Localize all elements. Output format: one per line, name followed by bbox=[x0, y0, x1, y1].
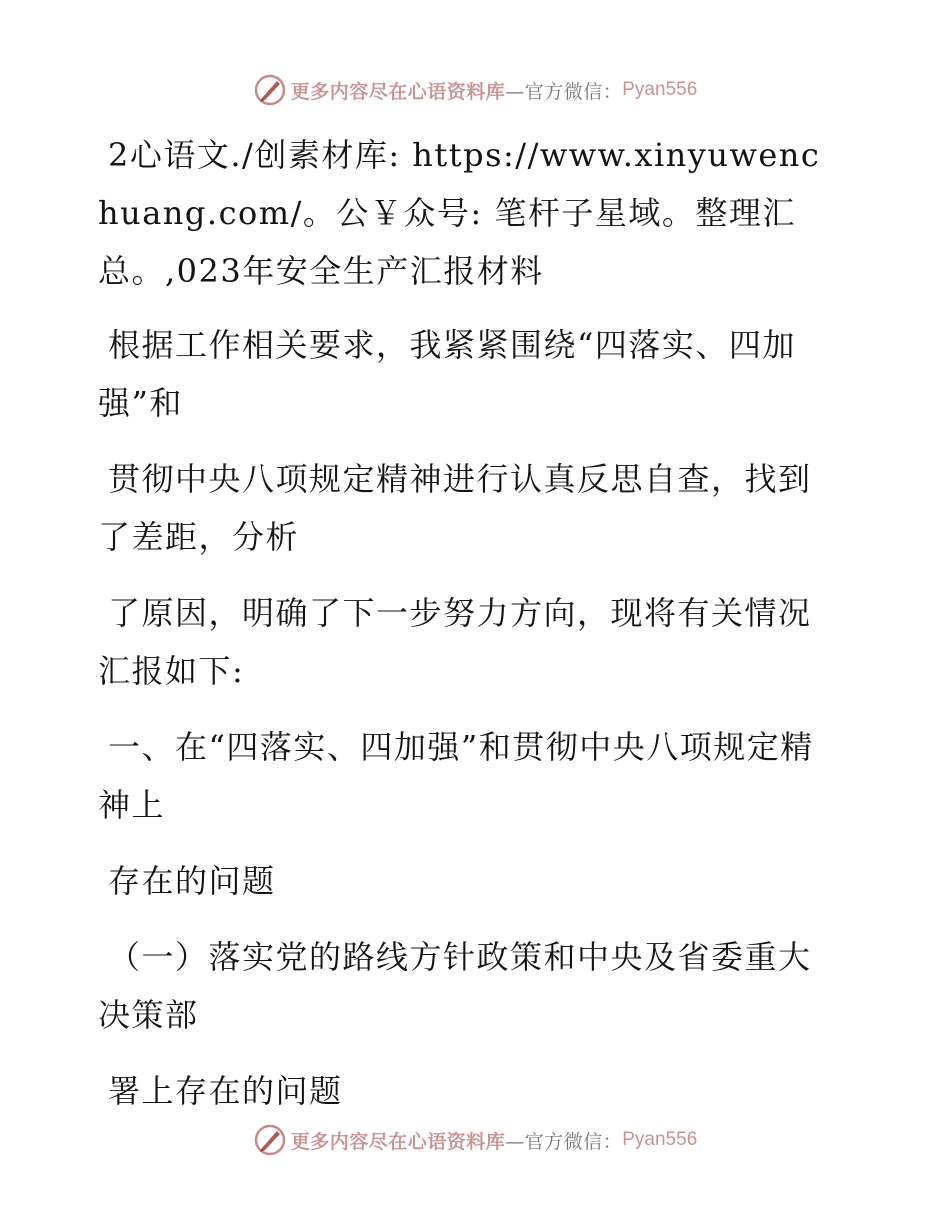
brand-text: 更多内容尽在心语资料库 bbox=[290, 80, 506, 103]
section-heading-1: 一、在“四落实、四加强”和贯彻中央八项规定精神上 bbox=[98, 728, 814, 824]
paragraph-2: 贯彻中央八项规定精神进行认真反思自查，找到了差距，分析 bbox=[98, 460, 812, 556]
quill-pen-logo-icon bbox=[253, 1123, 287, 1157]
wechat-label: —官方微信： bbox=[505, 1130, 623, 1153]
wechat-label: —官方微信： bbox=[505, 80, 623, 103]
paragraph-3: 了原因，明确了下一步努力方向，现将有关情况汇报如下: bbox=[98, 594, 812, 690]
section-heading-1-cont: 存在的问题 bbox=[108, 862, 276, 900]
document-body bbox=[98, 126, 834, 1138]
subsection-heading-1-cont: 署上存在的问题 bbox=[108, 1072, 343, 1110]
brand-text: 更多内容尽在心语资料库 bbox=[290, 1130, 506, 1153]
footer-watermark-banner bbox=[0, 1120, 950, 1160]
subsection-heading-1: （一）落实党的路线方针政策和中央及省委重大决策部 bbox=[98, 938, 812, 1034]
wechat-id: Pyan556 bbox=[622, 1129, 698, 1150]
paragraph-1: 根据工作相关要求，我紧紧围绕“四落实、四加强”和 bbox=[98, 326, 796, 422]
quill-pen-logo-icon bbox=[253, 73, 287, 107]
header-watermark-banner bbox=[0, 70, 950, 110]
intro-paragraph: 2心语文./创素材库: https://www.xinyuwenchuang.com/。公￥众号: 笔杆子星域。整理汇总。,023年安全生产汇报材料 bbox=[98, 136, 821, 290]
wechat-id: Pyan556 bbox=[622, 79, 698, 100]
